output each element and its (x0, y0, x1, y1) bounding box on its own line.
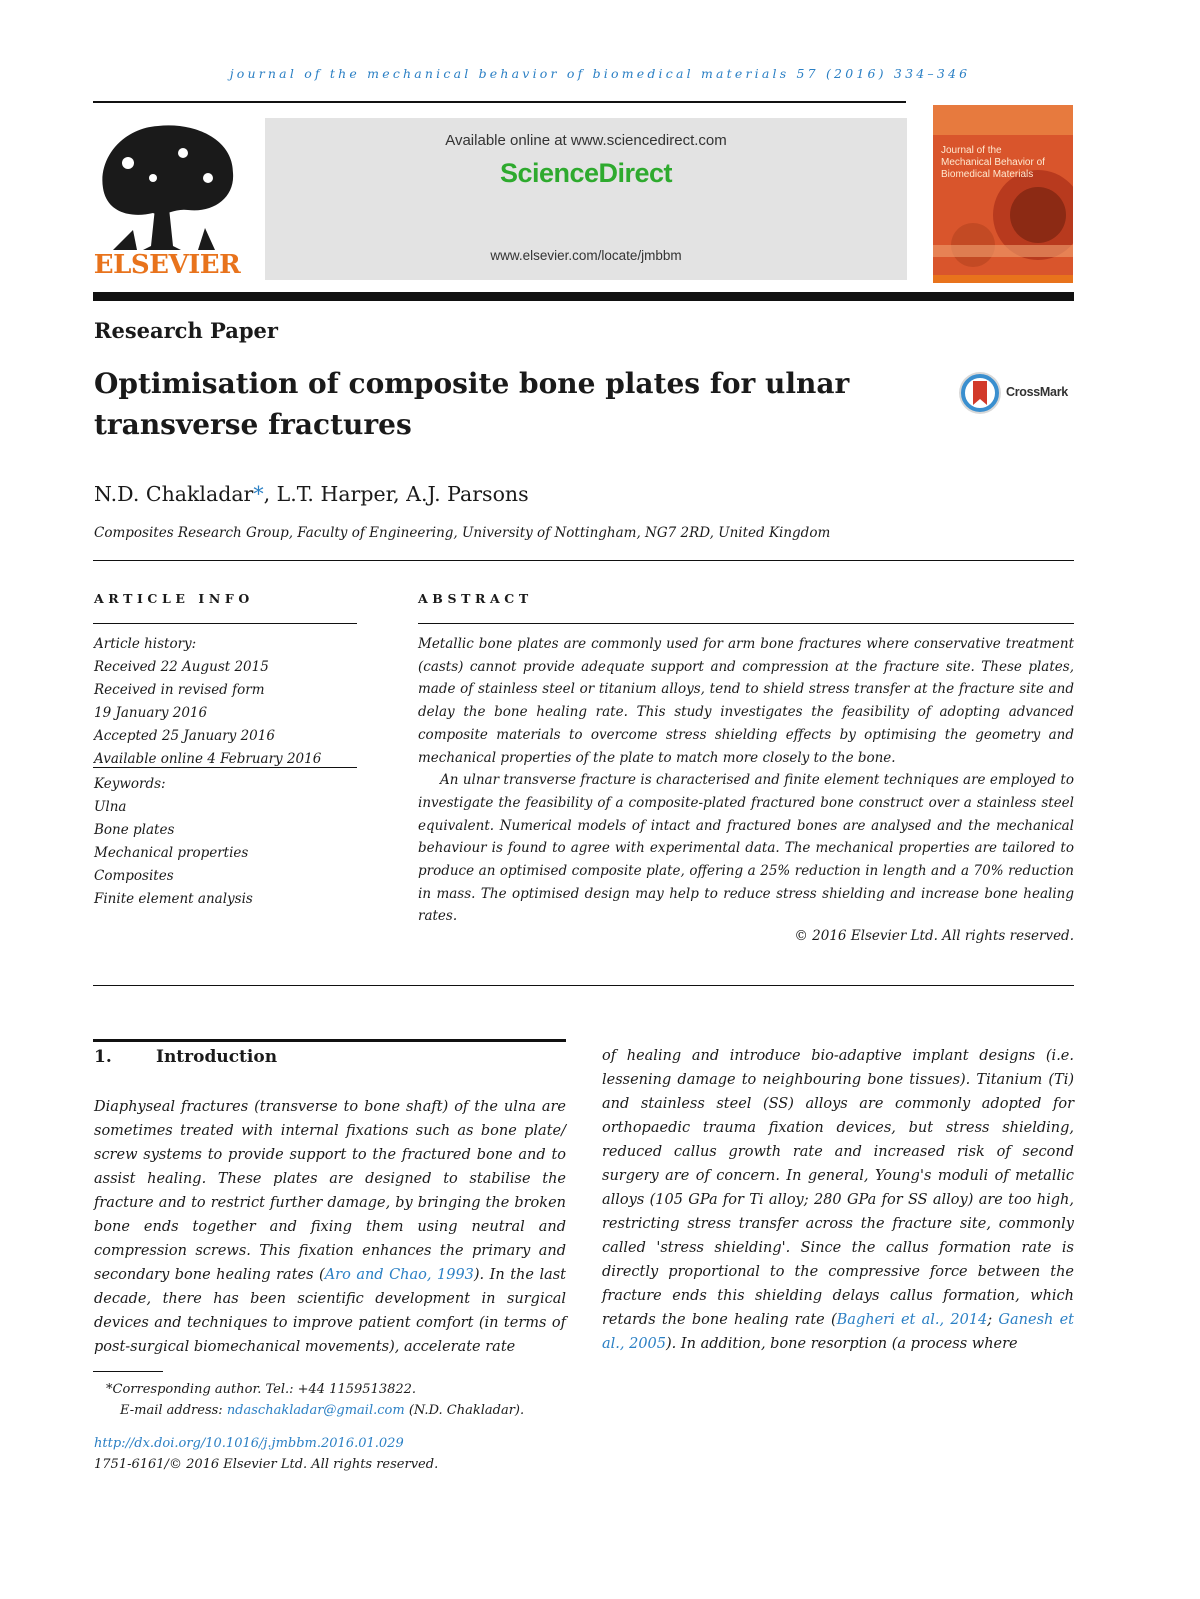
abstract-paragraph: Metallic bone plates are commonly used for arm bone fractures where conservative treatment (casts) cannot provide adequate support and compression at the fracture site. These plates, made of stainless steel or titanium alloys, tend to shield stress transfer at the fracture site and delay the bone healing rate. This study investigates the feasibility of adopting advanced composite materials to overcome stress shielding effects by optimising the geometry and mechanical properties of the plate to match more closely to the bone. (418, 636, 1074, 766)
corresponding-star[interactable]: * (253, 482, 264, 506)
section-heading-introduction (94, 1047, 277, 1067)
intro-paragraph (94, 1095, 566, 1359)
header-thick-rule (93, 292, 1074, 301)
elsevier-wordmark: ELSEVIER (93, 250, 241, 280)
running-head: journal of the mechanical behavior of biomedical materials 57 (2016) 334–346 (229, 66, 971, 81)
footnote-rule (93, 1371, 163, 1372)
citation-link[interactable]: Bagheri et al., 2014 (836, 1312, 988, 1328)
history-line: Received in revised form (94, 682, 265, 698)
abstract-paragraph: An ulnar transverse fracture is characterised and finite element techniques are employed to investigate the feasibility of a composite-plated fractured bone construct over a stainless steel equivalent. Numerical models of intact and fractured bones are analysed and the mechanical behaviour is found to agree with experimental data. The mechanical properties are tailored to produce an optimised composite plate, offering a 25% reduction in length and a 70% reduction in mass. The optimised design may help to reduce stress shielding and increase bone healing rates. (418, 772, 1074, 925)
history-line: Available online 4 February 2016 (94, 751, 322, 767)
keyword-item: Finite element analysis (94, 891, 253, 907)
doi-link[interactable]: http://dx.doi.org/10.1016/j.jmbbm.2016.01.029 (94, 1436, 404, 1451)
crossmark-icon (958, 371, 1002, 415)
email-label: E-mail address: (120, 1403, 227, 1418)
authors (94, 482, 529, 506)
cover-image (933, 105, 1073, 283)
abstract-heading: ABSTRACT (418, 591, 533, 606)
journal-url[interactable]: www.elsevier.com/locate/jmbbm (490, 248, 682, 263)
intro-text: Diaphyseal fractures (transverse to bone shaft) of the ulna are sometimes treated with internal fixations such as bone plate/ screw systems to provide support to the fractured bone and to assist healing. These plates are designed to stabilise the fracture and to restrict further damage, by bringing the broken bone ends together and fixing them using neutral and compression screws. This fixation enhances the primary and secondary bone healing rates ( (94, 1099, 566, 1283)
intro-text: ). In addition, bone resorption (a process where (666, 1336, 1018, 1352)
intro-text: ). In the last decade, there has been scientific development in surgical devices and techniques to improve patient comfort (in terms of post-surgical biomechanical movements), accelerate rate (94, 1267, 566, 1355)
history-line: 19 January 2016 (94, 705, 208, 721)
article-info-heading: ARTICLE INFO (94, 591, 254, 606)
keyword-item: Ulna (94, 799, 127, 815)
intro-right-column (602, 1044, 1074, 1356)
abstract-body (418, 633, 1074, 928)
crossmark-label: CrossMark (1006, 385, 1068, 399)
title-line: Optimisation of composite bone plates for ulnar (94, 367, 850, 400)
corresponding-author: *Corresponding author. Tel.: +44 1159513822. (106, 1382, 417, 1397)
affiliation: Composites Research Group, Faculty of Engineering, University of Nottingham, NG7 2RD, United Kingdom (94, 525, 831, 541)
cover-title-line: Biomedical Materials (941, 169, 1034, 180)
section-number: 1. (94, 1047, 112, 1067)
cover-title (941, 145, 1069, 181)
author-first: N.D. Chakladar (94, 482, 254, 506)
article-history (94, 633, 356, 771)
keywords-label: Keywords: (94, 776, 166, 792)
sciencedirect-banner (265, 118, 907, 280)
history-line: Accepted 25 January 2016 (94, 728, 275, 744)
intro-text: ; (987, 1312, 999, 1328)
article-title (94, 363, 924, 445)
history-line: Article history: (94, 636, 197, 652)
cover-title-line: Journal of the (941, 145, 1002, 156)
intro-text: of healing and introduce bio-adaptive implant designs (i.e. lessening damage to neighbouring bone tissues). Titanium (Ti) and stainless steel (SS) alloys are commonly adopted for orthopaedic trauma fixation devices, but stress shielding, reduced callus growth rate and increased risk of second surgery are of concern. In general, Young's moduli of metallic alloys (105 GPa for Ti alloy; 280 GPa for SS alloy) are too high, restricting stress transfer across the fracture site, commonly called 'stress shielding'. Since the callus formation rate is directly proportional to the compressive force between the fracture ends this shielding delays callus formation, which retards the bone healing rate ( (602, 1048, 1074, 1328)
citation-link[interactable]: Ganesh et al., 2005 (602, 1312, 1075, 1352)
paper-type: Research Paper (94, 318, 278, 343)
sciencedirect-logo[interactable]: ScienceDirect (499, 158, 673, 188)
journal-cover (933, 105, 1073, 283)
abstract-rule (418, 623, 1074, 624)
available-online-text: Available online at www.sciencedirect.com (445, 132, 727, 149)
abstract-bottom-rule (93, 985, 1074, 986)
author-rest: , L.T. Harper, A.J. Parsons (263, 482, 529, 506)
doi-block (94, 1433, 564, 1475)
intro-heading-rule (93, 1039, 566, 1042)
footnote (94, 1379, 564, 1421)
citation-link[interactable]: Aro and Chao, 1993 (324, 1267, 474, 1283)
abstract-copyright: © 2016 Elsevier Ltd. All rights reserved. (794, 928, 1074, 944)
top-rule (93, 101, 906, 103)
article-info-rule (93, 623, 357, 624)
section-title: Introduction (156, 1047, 278, 1067)
cover-title-line: Mechanical Behavior of (941, 157, 1045, 168)
keyword-item: Bone plates (94, 822, 175, 838)
elsevier-logo (93, 118, 241, 280)
issn-line: 1751-6161/© 2016 Elsevier Ltd. All rights reserved. (94, 1457, 439, 1472)
intro-paragraph (602, 1044, 1074, 1356)
email-name: (N.D. Chakladar). (404, 1403, 525, 1418)
intro-left-column (94, 1095, 566, 1359)
email-link[interactable]: ndaschakladar@gmail.com (226, 1403, 405, 1418)
keyword-item: Mechanical properties (94, 845, 249, 861)
history-rule (93, 767, 357, 768)
affiliation-rule (93, 560, 1074, 561)
keywords (94, 773, 356, 911)
title-line: transverse fractures (94, 408, 412, 441)
keyword-item: Composites (94, 868, 174, 884)
crossmark-badge[interactable] (958, 371, 1076, 415)
history-line: Received 22 August 2015 (94, 659, 269, 675)
email-line (94, 1400, 564, 1421)
